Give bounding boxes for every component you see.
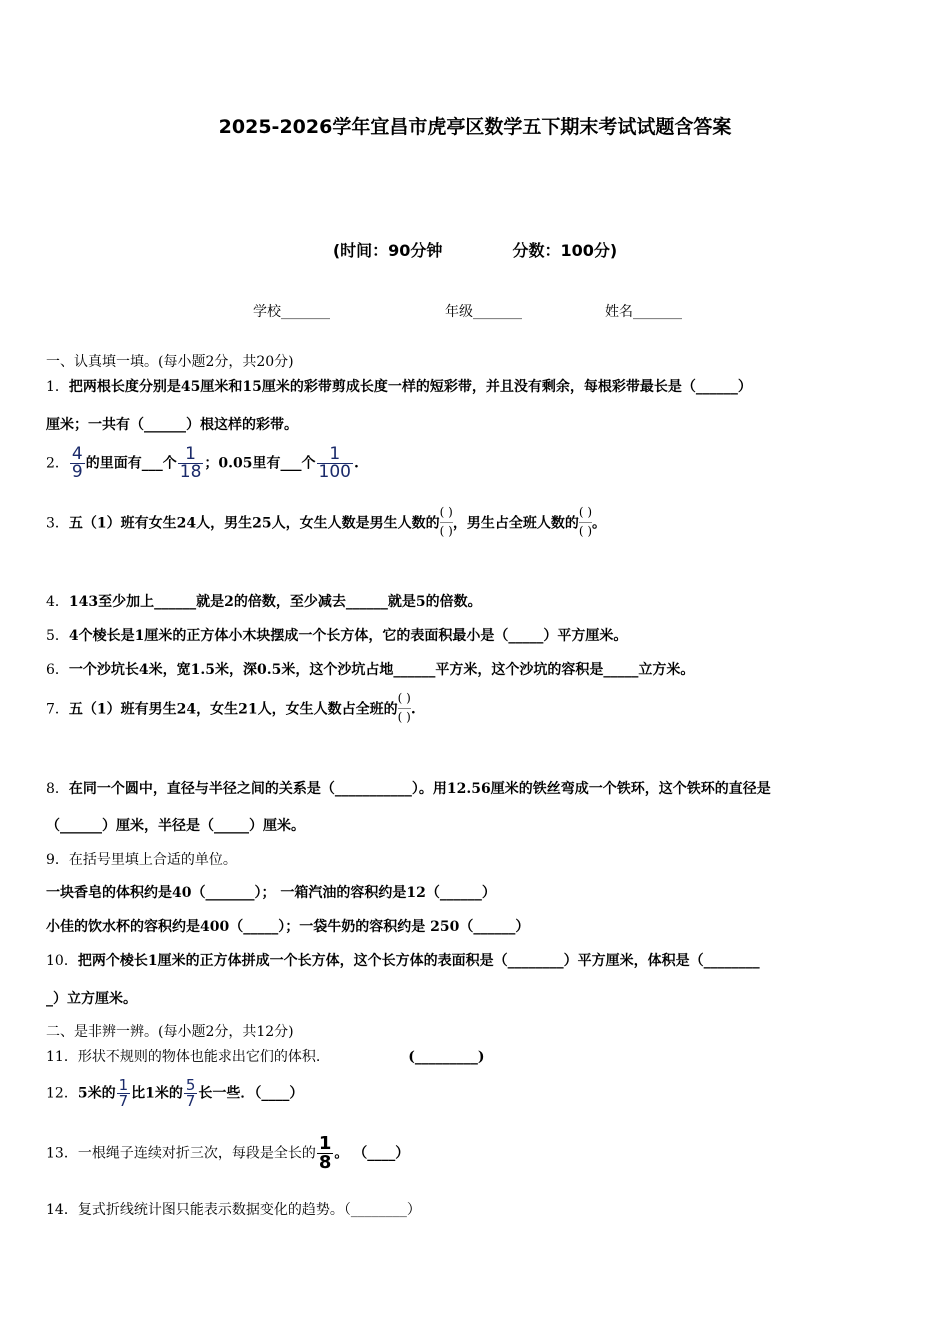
question-text: 的里面有___个 <box>85 455 177 472</box>
question-text: 五（1）班有女生24人，男生25人，女生人数是男生人数的 <box>68 515 440 532</box>
question-number: 8． <box>46 781 69 797</box>
question-text: 。 （____） <box>334 1145 410 1162</box>
question-6 <box>46 659 694 679</box>
question-text: 把两根长度分别是45厘米和15厘米的彩带剪成长度一样的短彩带，并且没有剩余，每根彩带最长是（______） <box>68 379 752 395</box>
question-7 <box>46 692 416 727</box>
question-text: 143至少加上______就是2的倍数，至少减去______就是5的倍数。 <box>68 594 482 610</box>
fraction-4-9: $\frac{4}{9}$ <box>71 444 83 482</box>
fraction-1-7: $\frac{1}{7}$ <box>118 1076 129 1110</box>
question-text: . <box>410 701 416 718</box>
question-text: 5米的 <box>77 1085 116 1102</box>
question-text: （______）厘米，半径是（_____）厘米。 <box>46 818 305 834</box>
question-text: 4个棱长是1厘米的正方体小木块摆成一个长方体，它的表面积最小是（_____）平方厘米。 <box>68 628 628 644</box>
blank-fraction[interactable]: ( ) ( ) <box>579 506 592 541</box>
question-text: 厘米；一共有（______）根这样的彩带。 <box>46 417 298 433</box>
question-text: 小佳的饮水杯的容积约是400（_____）；一袋牛奶的容积约是 250（______） <box>46 919 530 935</box>
question-14 <box>46 1199 421 1219</box>
question-8-cont <box>46 815 305 835</box>
fraction-1-18: $\frac{1}{18}$ <box>179 444 202 482</box>
question-text: 把两个棱长1厘米的正方体拼成一个长方体，这个长方体的表面积是（________）平方厘米，体积是（________ <box>77 953 760 969</box>
section-1-heading: 一、认真填一填。(每小题2分，共20分) <box>46 354 294 370</box>
question-text: 比1米的 <box>131 1085 183 1102</box>
question-text: 在括号里填上合适的单位。 <box>68 852 237 868</box>
question-5 <box>46 625 627 645</box>
grade-field[interactable]: 年级_______ <box>445 304 522 320</box>
question-text: ；0.05里有___个 <box>204 455 316 472</box>
blank-fraction[interactable]: ( ) ( ) <box>440 506 453 541</box>
fraction-5-7: $\frac{5}{7}$ <box>185 1076 196 1110</box>
question-number: 7． <box>46 701 69 718</box>
question-text: 长一些．（____） <box>198 1085 304 1102</box>
question-3 <box>46 506 606 541</box>
question-number: 14． <box>46 1202 78 1218</box>
question-text: 。 <box>592 515 607 532</box>
fraction-1-100: $\frac{1}{100}$ <box>318 444 351 482</box>
exam-meta <box>0 238 950 261</box>
question-1 <box>46 376 752 396</box>
question-number: 2． <box>46 455 69 472</box>
question-9-line-2 <box>46 916 529 936</box>
question-text: 复式折线统计图只能表示数据变化的趋势。（________） <box>77 1202 421 1218</box>
question-text: . <box>353 455 359 472</box>
question-text: _）立方厘米。 <box>46 991 137 1007</box>
question-11 <box>46 1046 485 1066</box>
question-number: 12． <box>46 1085 78 1102</box>
question-10 <box>46 950 760 970</box>
question-number: 3． <box>46 515 69 532</box>
question-number: 6． <box>46 662 69 678</box>
question-text: 五（1）班有男生24，女生21人，女生人数占全班的 <box>68 701 398 718</box>
question-text: 一个沙坑长4米，宽1.5米，深0.5米，这个沙坑占地______平方米，这个沙坑的容积是_____立方米。 <box>68 662 695 678</box>
question-text: 在同一个圆中，直径与半径之间的关系是（___________）。用12.56厘米的铁丝弯成一个铁环，这个铁环的直径是 <box>68 781 771 797</box>
question-number: 1． <box>46 379 69 395</box>
question-text: ，男生占全班人数的 <box>452 515 579 532</box>
page-title: 2025-2026学年宜昌市虎亭区数学五下期末考试试题含答案 <box>218 116 732 138</box>
fraction-1-8: $\frac{1}{8}$ <box>318 1133 332 1173</box>
question-text: 一块香皂的体积约是40（_______）； 一箱汽油的容积约是12（______） <box>46 885 496 901</box>
question-number: 11． <box>46 1049 78 1065</box>
school-field[interactable]: 学校_______ <box>253 304 330 320</box>
question-text: 一根绳子连续对折三次，每段是全长的 <box>77 1145 316 1162</box>
question-4 <box>46 591 482 611</box>
blank-fraction[interactable]: ( ) ( ) <box>398 692 411 727</box>
question-2 <box>46 446 359 481</box>
name-field[interactable]: 姓名_______ <box>605 304 682 320</box>
question-9 <box>46 849 237 869</box>
question-number: 5． <box>46 628 69 644</box>
question-10-cont <box>46 988 137 1008</box>
exam-time: (时间：90分钟 <box>332 241 443 260</box>
question-12 <box>46 1078 303 1109</box>
question-text: 形状不规则的物体也能求出它们的体积. <box>77 1049 321 1065</box>
exam-score: 分数：100分) <box>512 241 618 260</box>
section-2-heading: 二、是非辨一辨。(每小题2分，共12分) <box>46 1024 294 1040</box>
question-number: 10． <box>46 953 78 969</box>
question-1-cont <box>46 414 298 434</box>
question-13 <box>46 1135 409 1172</box>
question-number: 13． <box>46 1145 78 1162</box>
question-number: 9． <box>46 852 69 868</box>
answer-blank[interactable]: (_________) <box>408 1049 485 1065</box>
question-number: 4． <box>46 594 69 610</box>
question-8 <box>46 778 771 798</box>
question-9-line-1 <box>46 882 496 902</box>
